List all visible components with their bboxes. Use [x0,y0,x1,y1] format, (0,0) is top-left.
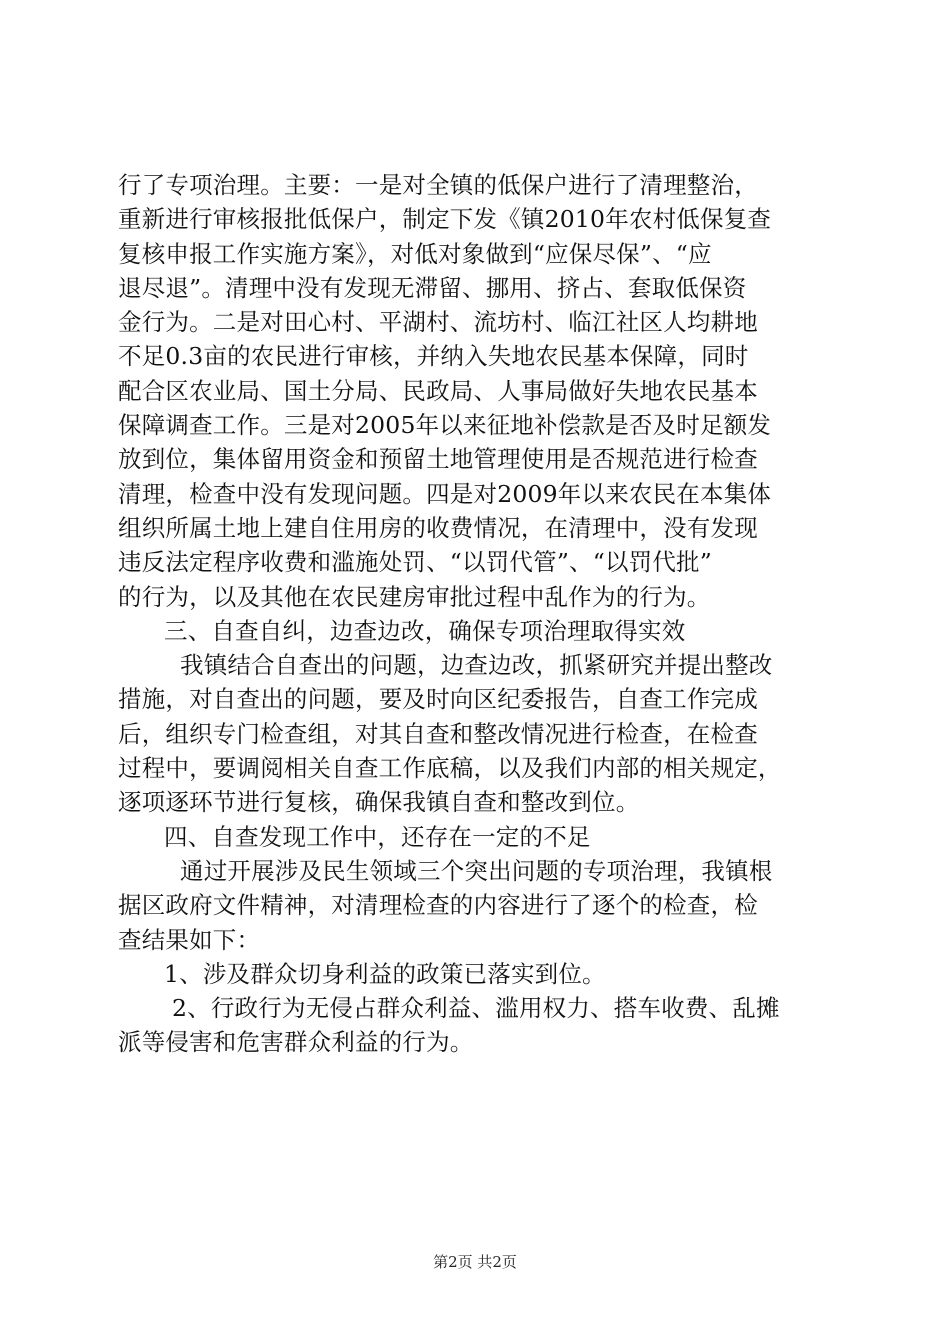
text-line: 过程中，要调阅相关自查工作底稿，以及我们内部的相关规定， [118,754,782,783]
text-line: 清理，检查中没有发现问题。四是对2009年以来农民在本集体 [118,479,772,508]
text-line: 重新进行审核报批低保户，制定下发《镇2010年农村低保复查 [118,205,772,234]
text-line: 违反法定程序收费和滥施处罚、“以罚代管”、“以罚代批” [118,548,712,577]
text-line: 逐项逐环节进行复核，确保我镇自查和整改到位。 [118,788,640,817]
text-line: 的行为，以及其他在农民建房审批过程中乱作为的行为。 [118,582,711,611]
text-line: 不足0.3亩的农民进行审核，并纳入失地农民基本保障，同时 [118,342,749,371]
text-line: 措施，对自查出的问题，要及时向区纪委报告，自查工作完成 [118,685,758,714]
text-line: 复核申报工作实施方案》，对低对象做到“应保尽保”、“应 [118,239,712,268]
text-line: 派等侵害和危害群众利益的行为。 [118,1028,474,1057]
list-item: 1、涉及群众切身利益的政策已落实到位。 [164,959,606,988]
text-line: 退尽退”。清理中没有发现无滞留、挪用、挤占、套取低保资 [118,273,747,302]
text-line: 后，组织专门检查组，对其自查和整改情况进行检查，在检查 [118,719,758,748]
text-line: 行了专项治理。主要：一是对全镇的低保户进行了清理整治， [118,171,758,199]
text-line: 通过开展涉及民生领域三个突出问题的专项治理，我镇根 [180,856,773,885]
text-line: 组织所属土地上建自住用房的收费情况，在清理中，没有发现 [118,513,758,542]
text-line: 放到位，集体留用资金和预留土地管理使用是否规范进行检查 [118,445,758,474]
document-body [118,168,838,1060]
text-line: 金行为。二是对田心村、平湖村、流坊村、临江社区人均耕地 [118,308,758,337]
list-item: 2、行政行为无侵占群众利益、滥用权力、搭车收费、乱摊 [172,994,780,1023]
text-line: 据区政府文件精神，对清理检查的内容进行了逐个的检查，检 [118,891,758,920]
section-heading-4: 四、自查发现工作中，还存在一定的不足 [164,822,591,851]
text-line: 保障调查工作。三是对2005年以来征地补偿款是否及时足额发 [118,411,772,440]
page-footer: 第2页 共2页 [433,1253,517,1271]
text-line: 查结果如下： [118,925,261,954]
text-line: 配合区农业局、国土分局、民政局、人事局做好失地农民基本 [118,376,758,405]
text-line: 我镇结合自查出的问题，边查边改，抓紧研究并提出整改 [180,651,773,680]
section-heading-3: 三、自查自纠，边查边改，确保专项治理取得实效 [164,616,686,645]
